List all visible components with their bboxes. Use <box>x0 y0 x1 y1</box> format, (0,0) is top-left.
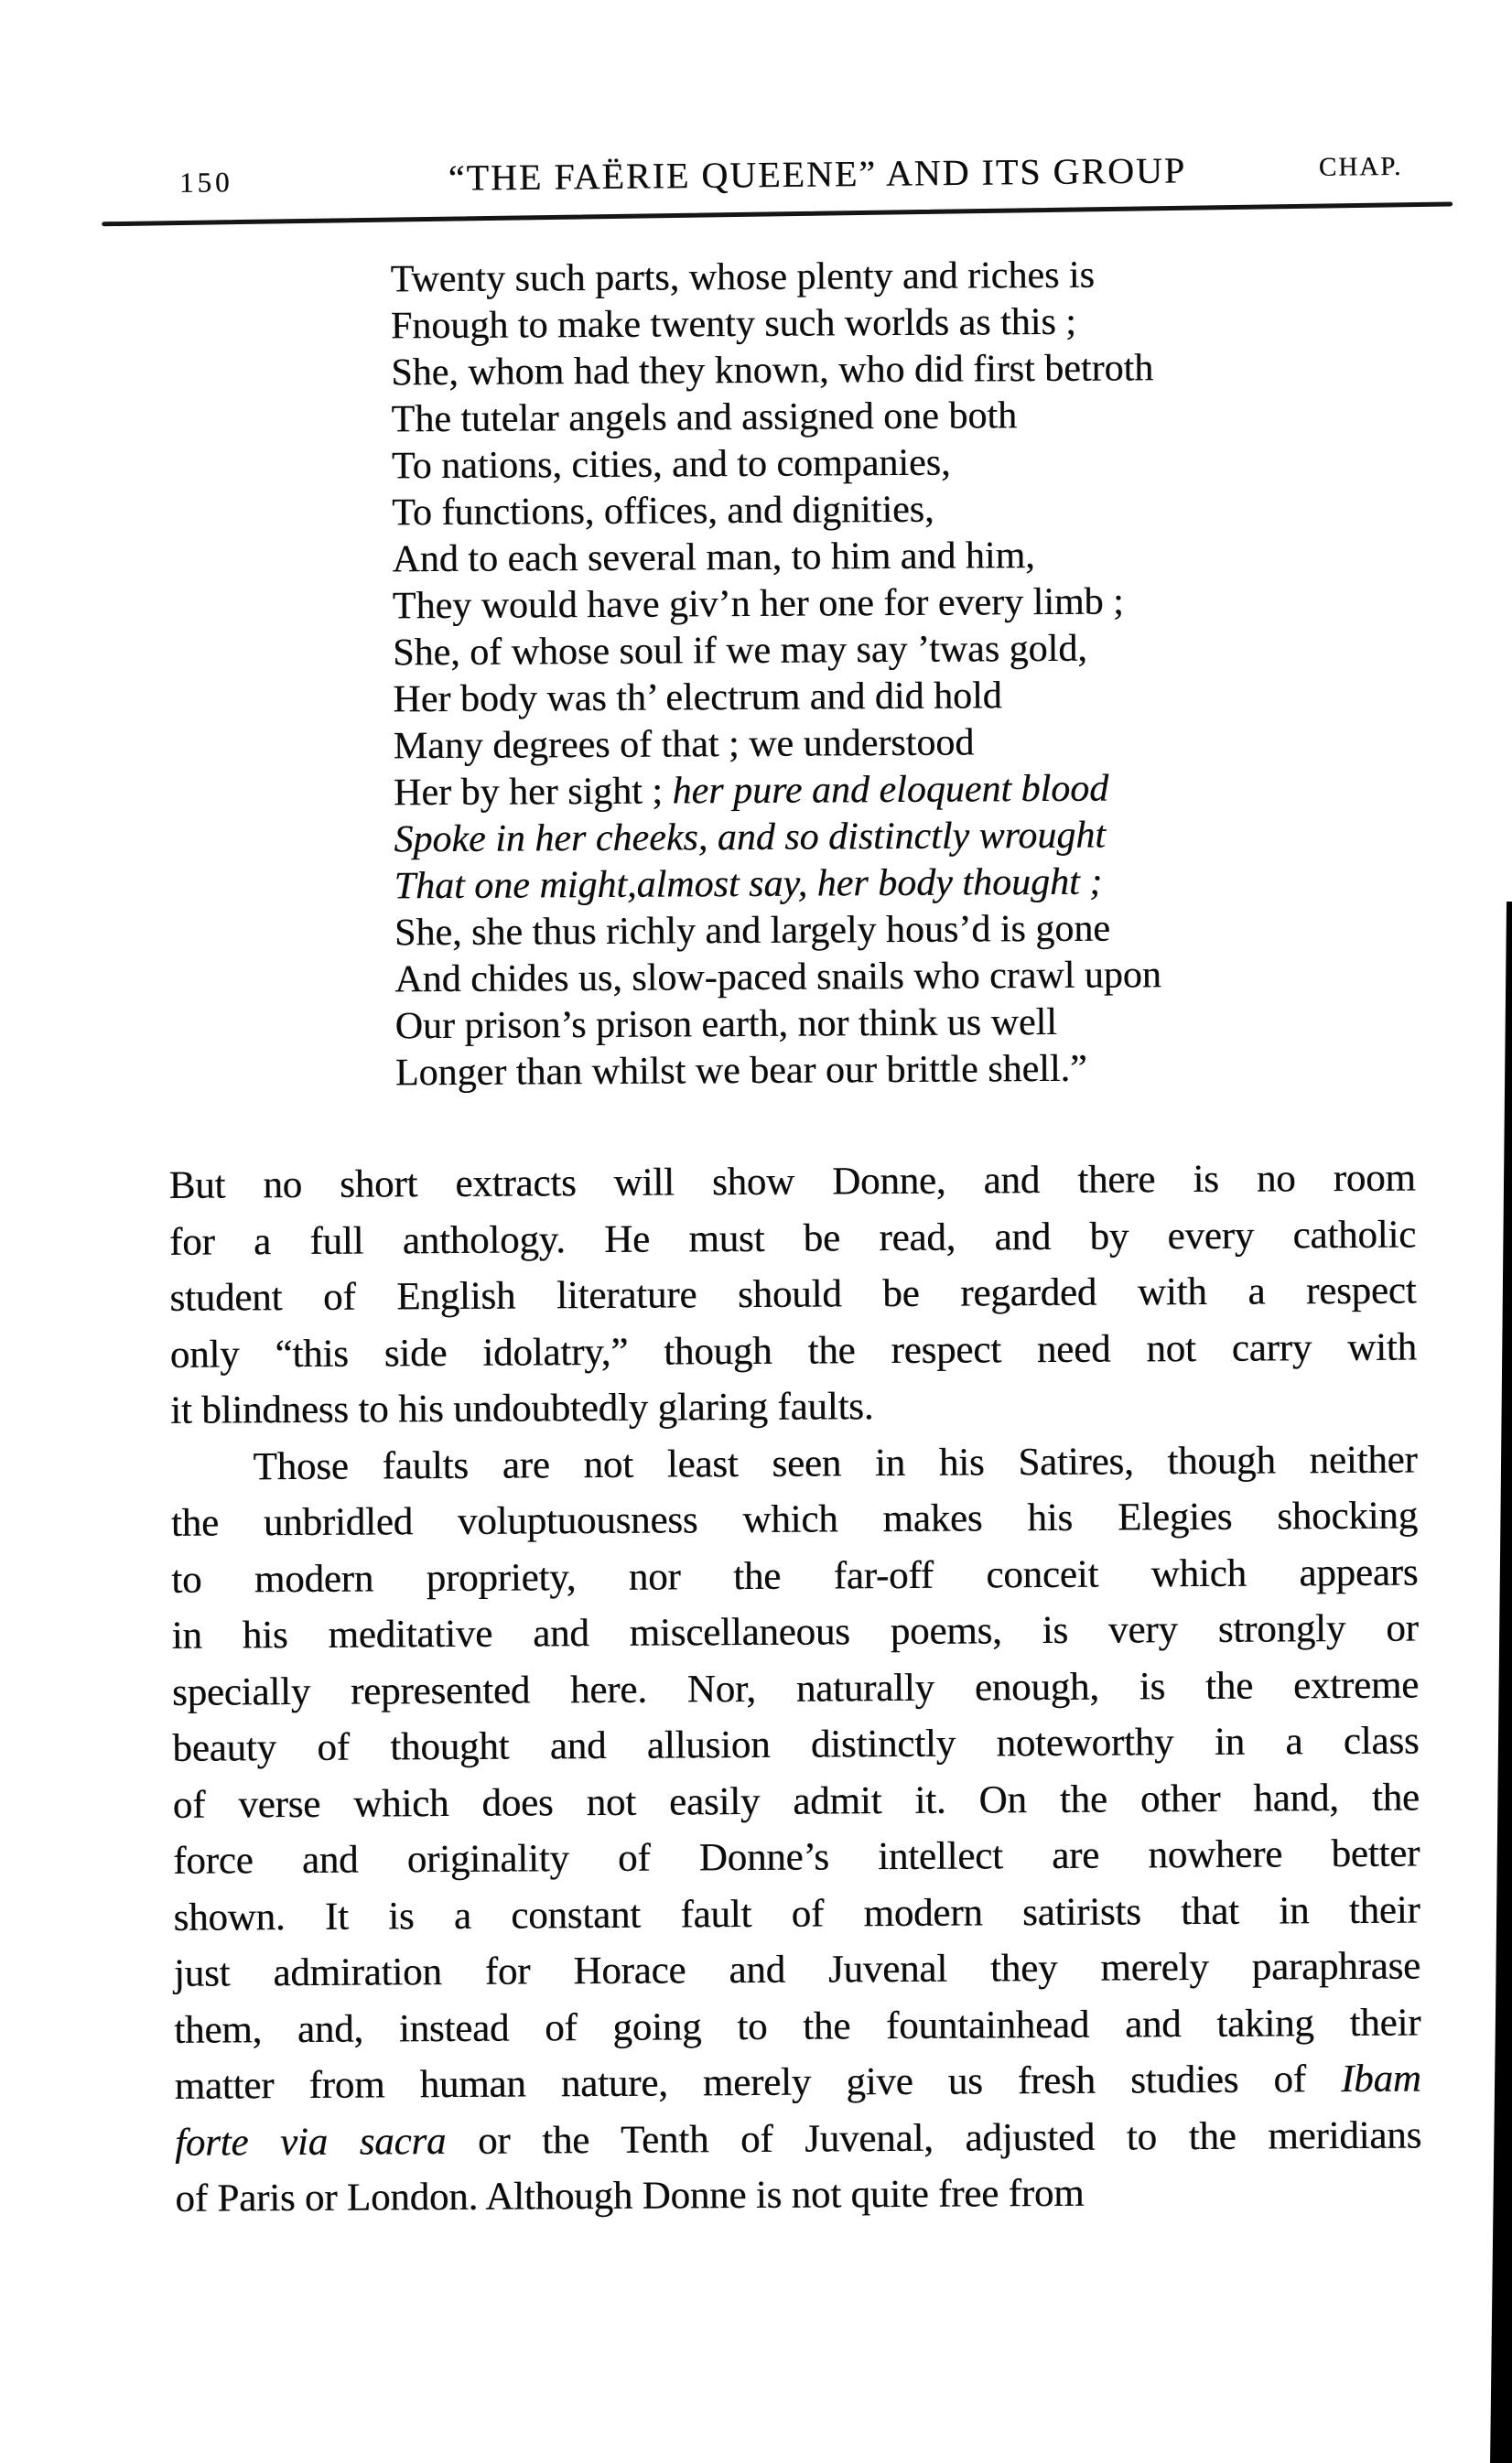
italic-text-segment: Ibam <box>1340 2057 1421 2101</box>
body-text <box>169 1150 1422 2228</box>
body-paragraph <box>169 1150 1418 1440</box>
text-segment: of Paris or London. Although Donne is not quite free from <box>175 2171 1085 2220</box>
text-segment: Her body was th’ electrum and did hold <box>393 675 1002 721</box>
text-segment: student of English literature should be regarded with a respect <box>169 1269 1417 1320</box>
text-segment: Fnough to make twenty such worlds as this ; <box>390 300 1077 348</box>
text-segment: only “this side idolatry,” though the respect need not carry with <box>169 1325 1417 1377</box>
text-segment: Longer than whilst we bear our brittle shell.” <box>394 1047 1087 1095</box>
chapter-header-label: CHAP. <box>1318 151 1403 182</box>
text-segment: But no short extracts will show Donne, and there is no room <box>168 1156 1416 1207</box>
paragraph-line <box>173 1882 1420 1946</box>
text-segment: it blindness to his undoubtedly glaring faults. <box>170 1385 874 1432</box>
text-segment: specially represented here. Nor, naturally enough, is the extreme <box>171 1663 1420 1714</box>
paragraph-line <box>169 1263 1416 1327</box>
poem-line <box>394 718 1400 771</box>
header-rule <box>102 201 1453 226</box>
paragraph-line <box>173 1769 1420 1833</box>
text-segment: Twenty such parts, whose plenty and riches is <box>390 254 1096 301</box>
poem-line <box>394 858 1401 911</box>
poem-line <box>394 951 1401 1004</box>
poem-line <box>394 811 1400 864</box>
paragraph-line <box>175 2051 1421 2115</box>
text-segment: The tutelar angels and assigned one both <box>391 394 1018 441</box>
text-segment: in his meditative and miscellaneous poems, is very strongly or <box>171 1606 1419 1658</box>
paragraph-line <box>174 1994 1420 2058</box>
poem-line <box>394 998 1401 1051</box>
poem-line <box>393 624 1399 677</box>
italic-text-segment: That one might,almost say, her body thought ; <box>394 860 1103 908</box>
poem-line <box>392 438 1399 491</box>
paragraph-line <box>175 2107 1421 2171</box>
paragraph-line <box>169 1150 1416 1215</box>
italic-text-segment: forte via sacra <box>174 2119 447 2165</box>
poem-line <box>392 484 1399 537</box>
poem-line <box>391 344 1398 397</box>
text-segment: them, and, instead of going to the fountainhead and taking their <box>174 2001 1421 2052</box>
text-segment: Our prison’s prison earth, nor think us well <box>394 1000 1058 1048</box>
poem-line <box>395 1044 1402 1097</box>
running-header-title: “THE FAËRIE QUEENE” AND ITS GROUP <box>448 149 1187 199</box>
text-segment: shown. It is a constant fault of modern satirists that in their <box>173 1888 1420 1939</box>
text-segment: force and originality of Donne’s intellect are nowhere better <box>173 1831 1420 1883</box>
paragraph-line <box>170 1376 1417 1440</box>
text-segment: Her by her sight ; <box>393 770 673 815</box>
paragraph-line <box>171 1488 1418 1552</box>
paragraph-line <box>171 1544 1418 1608</box>
text-segment: To nations, cities, and to companies, <box>391 441 951 488</box>
poem-line <box>391 251 1398 304</box>
paragraph-line <box>170 1319 1417 1383</box>
text-segment: Those faults are not least seen in his Satires, though neither <box>253 1438 1418 1488</box>
text-segment: or the Tenth of Juvenal, adjusted to the meridians <box>446 2113 1422 2163</box>
text-segment: And to each several man, to him and him, <box>392 535 1035 581</box>
poem-line <box>393 671 1399 724</box>
paragraph-line <box>172 1601 1419 1665</box>
text-segment: To functions, offices, and dignities, <box>392 488 934 535</box>
paragraph-line <box>172 1657 1419 1721</box>
paragraph-line <box>169 1206 1416 1270</box>
running-header <box>0 146 1506 205</box>
poem-line <box>394 764 1400 817</box>
text-segment: the unbridled voluptuousness which makes his Elegies shocking <box>170 1494 1419 1545</box>
text-segment: just admiration for Horace and Juvenal they merely paraphrase <box>173 1944 1421 1995</box>
paragraph-line <box>173 1826 1420 1890</box>
text-segment: They would have giv’n her one for every limb ; <box>392 580 1124 628</box>
italic-text-segment: Spoke in her cheeks, and so distinctly wrought <box>394 814 1107 861</box>
italic-text-segment: her pure and eloquent blood <box>672 767 1109 813</box>
text-segment: She, of whose soul if we may say ’twas gold, <box>393 627 1087 675</box>
paragraph-line <box>174 1939 1420 2003</box>
text-segment: She, she thus richly and largely hous’d is gone <box>394 907 1111 955</box>
page-number: 150 <box>178 166 233 199</box>
text-segment: matter from human nature, merely give us fresh studies of <box>174 2058 1342 2108</box>
poem-line <box>391 391 1398 444</box>
text-segment: She, whom had they known, who did first betroth <box>391 347 1154 394</box>
poem-line <box>392 531 1399 584</box>
text-segment: for a full anthology. He must be read, and by every catholic <box>168 1213 1417 1264</box>
paragraph-line <box>172 1713 1419 1777</box>
text-segment: to modern propriety, nor the far-off conceit which appears <box>171 1550 1419 1602</box>
paragraph-line <box>175 2164 1421 2228</box>
poem-line <box>394 904 1401 957</box>
poem-line <box>391 297 1398 351</box>
block-quote-poem <box>391 251 1403 1097</box>
body-paragraph <box>170 1431 1421 2227</box>
text-segment: of verse which does not easily admit it. On the other hand, the <box>172 1776 1420 1827</box>
text-segment: Many degrees of that ; we understood <box>393 721 975 768</box>
text-segment: And chides us, slow-paced snails who crawl upon <box>394 954 1161 1001</box>
paragraph-line <box>170 1431 1417 1496</box>
text-segment: beauty of thought and allusion distinctly noteworthy in a class <box>172 1719 1420 1770</box>
poem-line <box>393 578 1399 631</box>
